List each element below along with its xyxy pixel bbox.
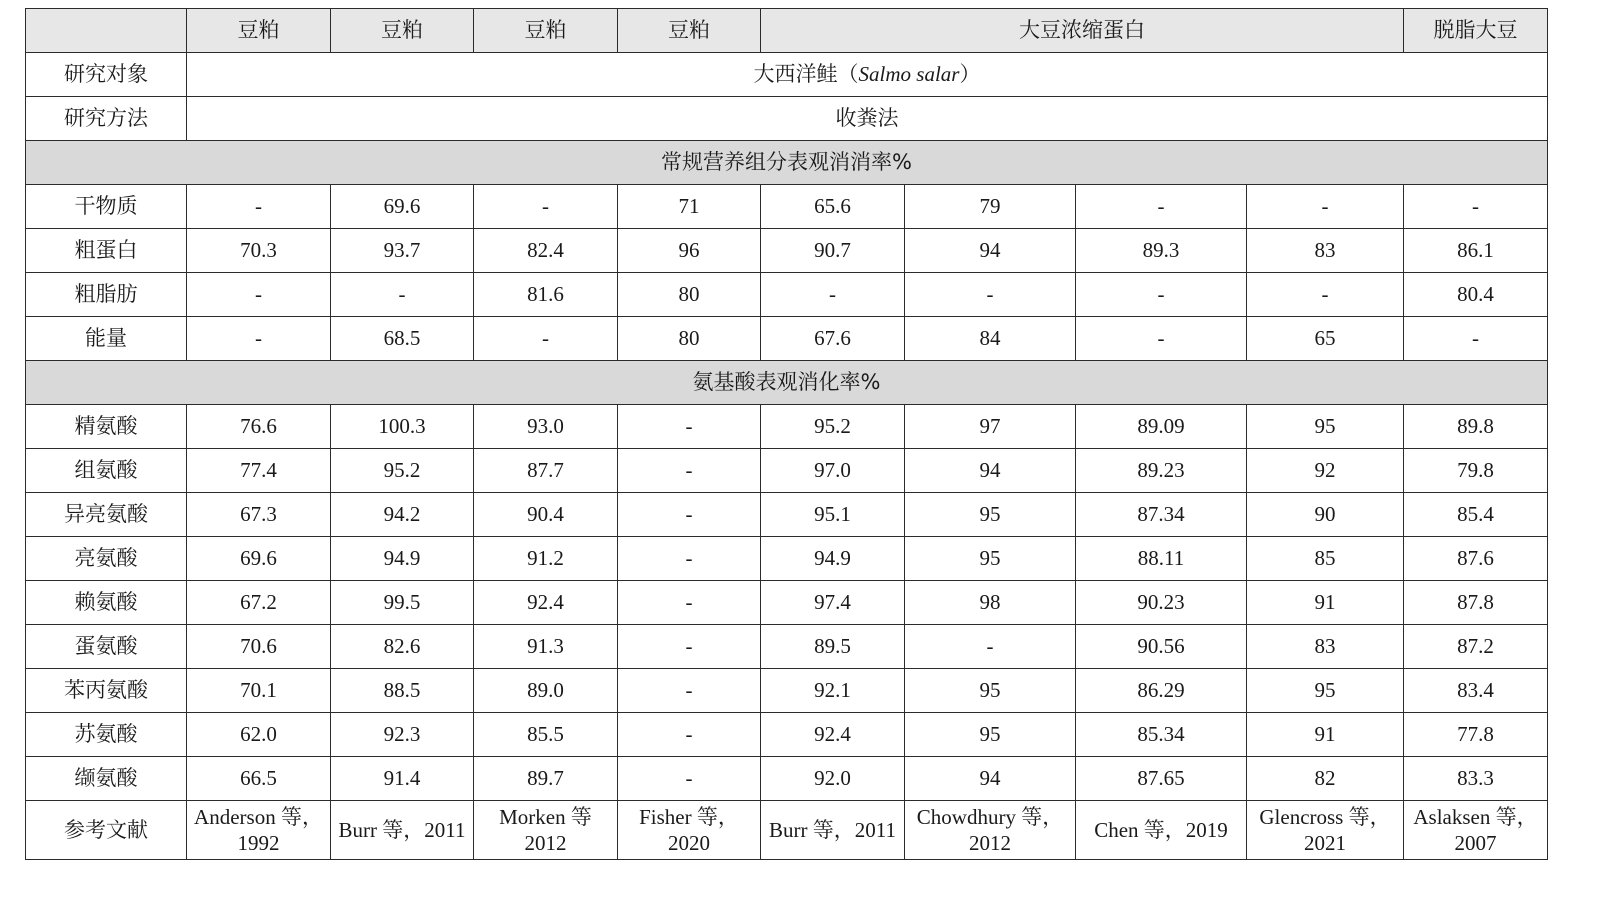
value-cell: - [618, 449, 761, 493]
value-cell: 91.3 [474, 625, 618, 669]
value-cell: 91 [1247, 581, 1404, 625]
reference-line-2: 2020 [668, 831, 710, 855]
row-label: 异亮氨酸 [26, 493, 187, 537]
value-cell: 95 [905, 713, 1076, 757]
value-cell: 83 [1247, 229, 1404, 273]
value-cell: - [1247, 185, 1404, 229]
value-cell: 97 [905, 405, 1076, 449]
value-cell: 76.6 [187, 405, 331, 449]
value-cell: 89.09 [1076, 405, 1247, 449]
header-col-defatted-soy: 脱脂大豆 [1404, 9, 1548, 53]
value-cell: 81.6 [474, 273, 618, 317]
value-cell: 94 [905, 757, 1076, 801]
value-cell: 87.65 [1076, 757, 1247, 801]
value-cell: - [618, 669, 761, 713]
value-cell: 94.9 [331, 537, 474, 581]
value-cell: - [1404, 185, 1548, 229]
header-col-1: 豆粕 [187, 9, 331, 53]
header-col-4: 豆粕 [618, 9, 761, 53]
value-cell: 91.4 [331, 757, 474, 801]
reference-cell [1076, 801, 1247, 860]
value-cell: 89.7 [474, 757, 618, 801]
row-label: 能量 [26, 317, 187, 361]
row-label: 粗脂肪 [26, 273, 187, 317]
reference-cell [618, 801, 761, 860]
subject-value [187, 53, 1548, 97]
value-cell: 94.2 [331, 493, 474, 537]
value-cell: - [905, 273, 1076, 317]
value-cell: 98 [905, 581, 1076, 625]
value-cell: 82.6 [331, 625, 474, 669]
table-row [26, 581, 1548, 625]
row-label: 苏氨酸 [26, 713, 187, 757]
value-cell: 93.0 [474, 405, 618, 449]
reference-cell [905, 801, 1076, 860]
reference-line-1: Aslaksen 等， [1413, 805, 1538, 829]
value-cell: 95 [905, 493, 1076, 537]
table-row [26, 229, 1548, 273]
value-cell: 89.8 [1404, 405, 1548, 449]
table-row [26, 185, 1548, 229]
value-cell: 87.2 [1404, 625, 1548, 669]
value-cell: - [1247, 273, 1404, 317]
value-cell: 92.1 [761, 669, 905, 713]
reference-line-2: 2012 [524, 831, 567, 855]
table-row [26, 537, 1548, 581]
value-cell: 93.7 [331, 229, 474, 273]
value-cell: 67.3 [187, 493, 331, 537]
reference-line-1: Glencross 等， [1259, 805, 1391, 829]
value-cell: 85.4 [1404, 493, 1548, 537]
value-cell: 69.6 [331, 185, 474, 229]
value-cell: - [618, 581, 761, 625]
reference-line-1: Burr 等，2011 [338, 818, 466, 842]
value-cell: 91 [1247, 713, 1404, 757]
value-cell: 65.6 [761, 185, 905, 229]
header-corner-cell [26, 9, 187, 53]
value-cell: 97.0 [761, 449, 905, 493]
method-row [26, 97, 1548, 141]
row-label: 干物质 [26, 185, 187, 229]
reference-cell [1404, 801, 1548, 860]
value-cell: 99.5 [331, 581, 474, 625]
row-label: 赖氨酸 [26, 581, 187, 625]
value-cell: 83.4 [1404, 669, 1548, 713]
value-cell: 95 [1247, 405, 1404, 449]
row-label: 苯丙氨酸 [26, 669, 187, 713]
subject-row [26, 53, 1548, 97]
value-cell: - [618, 493, 761, 537]
method-label: 研究方法 [26, 97, 187, 141]
reference-line-1: Chowdhury 等， [916, 805, 1064, 829]
value-cell: 88.11 [1076, 537, 1247, 581]
value-cell: 67.2 [187, 581, 331, 625]
section-title-row [26, 361, 1548, 405]
value-cell: 95 [905, 669, 1076, 713]
value-cell: - [187, 185, 331, 229]
value-cell: 87.34 [1076, 493, 1247, 537]
header-col-3: 豆粕 [474, 9, 618, 53]
value-cell: 69.6 [187, 537, 331, 581]
reference-line-1: Burr 等，2011 [769, 818, 896, 842]
value-cell: 90.4 [474, 493, 618, 537]
value-cell: 95.1 [761, 493, 905, 537]
value-cell: - [1076, 273, 1247, 317]
value-cell: 85 [1247, 537, 1404, 581]
value-cell: - [618, 625, 761, 669]
value-cell: - [1404, 317, 1548, 361]
value-cell: - [187, 273, 331, 317]
row-label: 精氨酸 [26, 405, 187, 449]
value-cell: 87.6 [1404, 537, 1548, 581]
table-row [26, 449, 1548, 493]
value-cell: 86.1 [1404, 229, 1548, 273]
value-cell: 70.3 [187, 229, 331, 273]
value-cell: - [905, 625, 1076, 669]
reference-line-2: 2012 [969, 831, 1011, 855]
value-cell: 87.8 [1404, 581, 1548, 625]
section-title-row [26, 141, 1548, 185]
value-cell: 65 [1247, 317, 1404, 361]
reference-cell [761, 801, 905, 860]
value-cell: 77.4 [187, 449, 331, 493]
reference-line-1: Chen 等，2019 [1094, 818, 1228, 842]
reference-line-2: 2021 [1304, 831, 1346, 855]
reference-line-2: 2007 [1454, 831, 1497, 855]
value-cell: 85.5 [474, 713, 618, 757]
value-cell: - [187, 317, 331, 361]
value-cell: 94 [905, 449, 1076, 493]
value-cell: 88.5 [331, 669, 474, 713]
value-cell: - [1076, 317, 1247, 361]
table-row [26, 405, 1548, 449]
value-cell: 83 [1247, 625, 1404, 669]
value-cell: 82.4 [474, 229, 618, 273]
value-cell: 80 [618, 273, 761, 317]
value-cell: 90 [1247, 493, 1404, 537]
reference-line-1: Anderson 等， [194, 805, 323, 829]
subject-latin-name: Salmo salar [858, 62, 960, 86]
header-row [26, 9, 1548, 53]
table-row [26, 273, 1548, 317]
value-cell: 82 [1247, 757, 1404, 801]
reference-line-1: Fisher 等， [639, 805, 739, 829]
value-cell: - [474, 317, 618, 361]
header-col-2: 豆粕 [331, 9, 474, 53]
value-cell: 84 [905, 317, 1076, 361]
header-col-soy-protein-concentrate: 大豆浓缩蛋白 [761, 9, 1404, 53]
reference-cell [474, 801, 618, 860]
table-row [26, 669, 1548, 713]
value-cell: 100.3 [331, 405, 474, 449]
value-cell: - [618, 713, 761, 757]
value-cell: 96 [618, 229, 761, 273]
value-cell: 70.1 [187, 669, 331, 713]
table-row [26, 625, 1548, 669]
value-cell: - [474, 185, 618, 229]
value-cell: 92.0 [761, 757, 905, 801]
value-cell: 97.4 [761, 581, 905, 625]
row-label: 组氨酸 [26, 449, 187, 493]
value-cell: 62.0 [187, 713, 331, 757]
value-cell: 67.6 [761, 317, 905, 361]
reference-cell [187, 801, 331, 860]
value-cell: 86.29 [1076, 669, 1247, 713]
value-cell: 92.4 [474, 581, 618, 625]
value-cell: 94.9 [761, 537, 905, 581]
value-cell: 92.4 [761, 713, 905, 757]
reference-line-1: Morken 等 [499, 805, 592, 829]
value-cell: 85.34 [1076, 713, 1247, 757]
value-cell: 95 [1247, 669, 1404, 713]
value-cell: - [618, 757, 761, 801]
value-cell: 95.2 [331, 449, 474, 493]
row-label: 粗蛋白 [26, 229, 187, 273]
method-value: 收粪法 [187, 97, 1548, 141]
value-cell: 77.8 [1404, 713, 1548, 757]
value-cell: 66.5 [187, 757, 331, 801]
value-cell: 89.3 [1076, 229, 1247, 273]
value-cell: 90.23 [1076, 581, 1247, 625]
value-cell: 89.23 [1076, 449, 1247, 493]
table-row [26, 713, 1548, 757]
value-cell: - [1076, 185, 1247, 229]
value-cell: 95.2 [761, 405, 905, 449]
subject-prefix: 大西洋鲑（ [753, 62, 859, 86]
value-cell: 80 [618, 317, 761, 361]
references-row [26, 801, 1548, 860]
value-cell: 79.8 [1404, 449, 1548, 493]
subject-label: 研究对象 [26, 53, 187, 97]
value-cell: 91.2 [474, 537, 618, 581]
value-cell: 70.6 [187, 625, 331, 669]
value-cell: 94 [905, 229, 1076, 273]
value-cell: 92 [1247, 449, 1404, 493]
references-label: 参考文献 [26, 801, 187, 860]
value-cell: 87.7 [474, 449, 618, 493]
section-title: 氨基酸表观消化率% [26, 361, 1548, 405]
reference-cell [1247, 801, 1404, 860]
value-cell: - [618, 405, 761, 449]
value-cell: 92.3 [331, 713, 474, 757]
value-cell: 80.4 [1404, 273, 1548, 317]
reference-line-2: 1992 [237, 831, 280, 855]
table-row [26, 317, 1548, 361]
section-title: 常规营养组分表观消消率% [26, 141, 1548, 185]
value-cell: 89.5 [761, 625, 905, 669]
row-label: 缬氨酸 [26, 757, 187, 801]
digestibility-table [25, 8, 1548, 860]
value-cell: 79 [905, 185, 1076, 229]
value-cell: 95 [905, 537, 1076, 581]
table-row [26, 493, 1548, 537]
reference-cell [331, 801, 474, 860]
row-label: 蛋氨酸 [26, 625, 187, 669]
value-cell: - [331, 273, 474, 317]
value-cell: 71 [618, 185, 761, 229]
value-cell: 90.7 [761, 229, 905, 273]
table-row [26, 757, 1548, 801]
value-cell: 83.3 [1404, 757, 1548, 801]
value-cell: 89.0 [474, 669, 618, 713]
value-cell: 68.5 [331, 317, 474, 361]
value-cell: - [761, 273, 905, 317]
row-label: 亮氨酸 [26, 537, 187, 581]
value-cell: - [618, 537, 761, 581]
value-cell: 90.56 [1076, 625, 1247, 669]
subject-suffix: ） [959, 62, 981, 86]
